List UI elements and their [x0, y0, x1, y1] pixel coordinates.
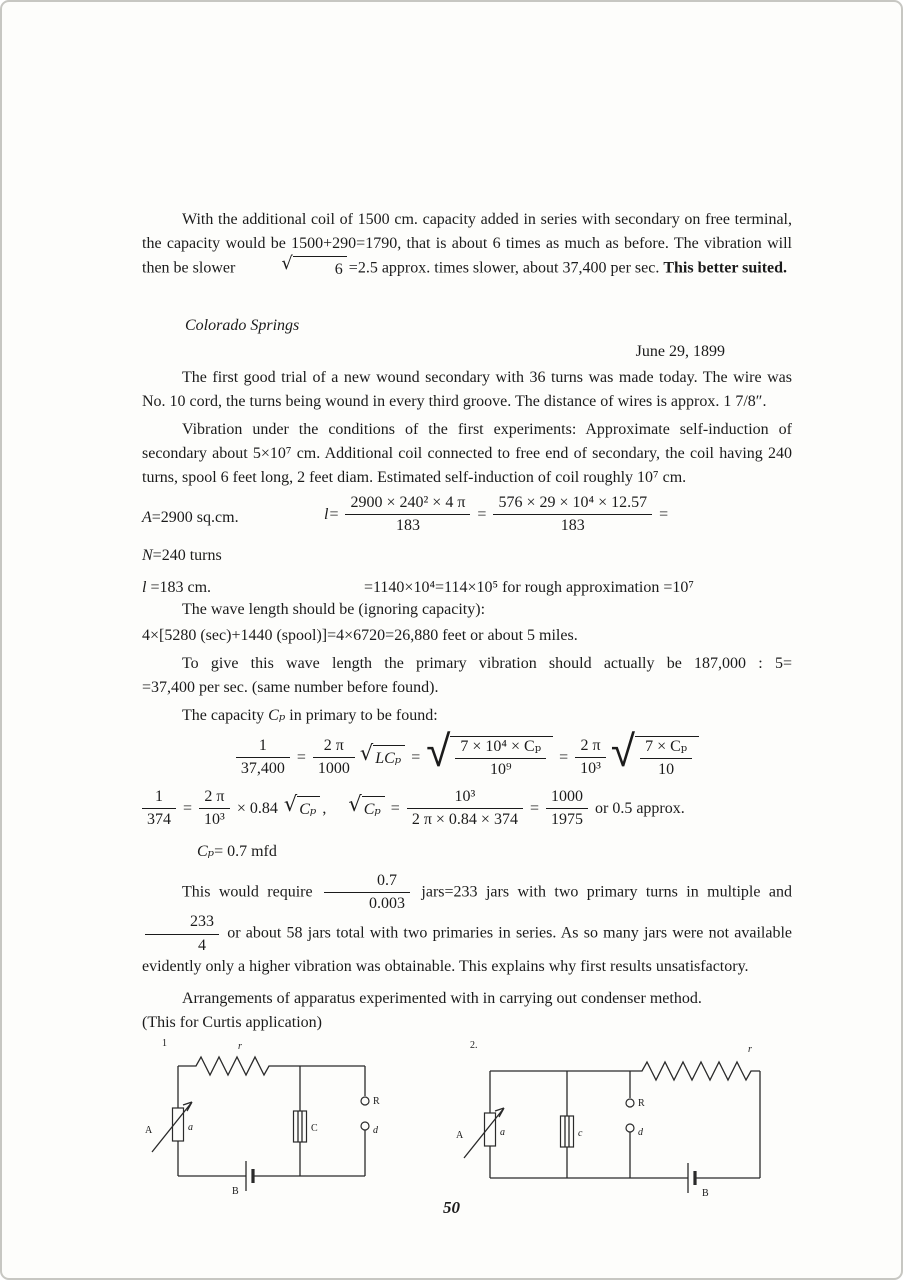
fraction	[236, 737, 290, 779]
paragraph-arrangements-2: (This for Curtis application)	[142, 1014, 322, 1032]
equals-sign: =	[390, 799, 400, 817]
radicand: Cₚ	[362, 796, 385, 822]
resistor-label: r	[748, 1044, 752, 1055]
denominator: 10⁹	[455, 758, 546, 779]
numerator: 576 × 29 × 10⁴ × 12.57	[498, 494, 648, 511]
resistor-label: r	[238, 1041, 242, 1052]
denominator: 4	[145, 934, 219, 955]
paragraph-text: With the additional coil of 1500 cm. capacity added in series with secondary on free terminal, the capacity would be 1500+290=1790, that is about 6 times as much as before. The vibration will then be slower	[142, 211, 792, 277]
denominator: 1975	[546, 808, 588, 829]
numerator: 10³	[454, 787, 476, 805]
circuit-diagram-2	[452, 1036, 797, 1201]
terminal-d	[626, 1124, 634, 1132]
variable-l: l	[142, 579, 147, 596]
variable-Cp: Cₚ	[268, 707, 286, 724]
radical-sign: √	[283, 791, 298, 816]
fraction	[199, 788, 230, 830]
variable-l: l	[324, 505, 329, 523]
denominator: 10³	[199, 808, 230, 829]
line-wave-calculation: 4×[5280 (sec)+1440 (spool)]=4×6720=26,880 feet or about 5 miles.	[142, 627, 578, 644]
fraction	[324, 872, 410, 914]
paragraph-wave-length: The wave length should be (ignoring capacity):	[182, 601, 486, 618]
capacitor-box	[561, 1116, 574, 1147]
equation-row-length	[142, 576, 211, 600]
denominator: 37,400	[236, 757, 290, 778]
denominator: 0.003	[324, 892, 410, 913]
variable-Cp: Cₚ	[197, 842, 215, 860]
equals-sign: =	[559, 748, 569, 766]
capacity-equation-2	[142, 788, 792, 830]
capacitor-label: c	[578, 1128, 583, 1139]
variable-A: A	[142, 509, 152, 526]
numerator: 2 π	[323, 737, 344, 754]
induction-equation-block	[142, 494, 792, 598]
regulator-label: a	[188, 1122, 193, 1133]
terminal-d	[361, 1122, 369, 1130]
battery-label: B	[702, 1188, 709, 1199]
fraction	[640, 738, 692, 780]
paragraph-additional-coil	[142, 208, 792, 282]
diagram-number: 2.	[470, 1040, 478, 1051]
battery-label: B	[232, 1186, 239, 1197]
radicand: Cₚ	[297, 796, 320, 822]
denominator: 10	[640, 758, 692, 779]
paragraph-capacity	[142, 704, 792, 728]
value-area: =2900 sq.cm.	[151, 509, 239, 526]
paragraph-give-wave: To give this wave length the primary vibration should actually be 187,000 : 5=	[182, 655, 792, 672]
capacitor-box	[294, 1111, 307, 1142]
radicand	[635, 736, 699, 780]
sqrt-6-expression	[241, 253, 346, 282]
radicand: LCₚ	[373, 745, 405, 771]
numerator: 2900 × 240² × 4 π	[350, 494, 466, 511]
terminal-R-label: R	[373, 1096, 380, 1107]
fraction	[313, 737, 355, 779]
paragraph-text: or about 58 jars total with two primaries in series. As so many jars were not available evidently only a higher vibration was obtainable. This explains why first results unsatisfactory.	[142, 924, 792, 976]
numerator: 1000	[550, 787, 583, 805]
page-content	[142, 2, 792, 1035]
radical-sign: √	[359, 740, 374, 765]
sqrt-Cp	[283, 791, 320, 822]
equals-sign: =	[183, 799, 193, 817]
paragraph-first-trial: The first good trial of a new wound secondary with 36 turns was made today. The wire was No. 10 cord, the turns being wound in every third groove. The distance of wires is approx. 1 7/8″.	[142, 369, 792, 410]
radical-sign: √	[610, 726, 636, 777]
page-number: 50	[443, 1198, 460, 1217]
numerator: 233	[190, 913, 214, 931]
radicand: 6	[293, 256, 347, 282]
fraction	[345, 494, 470, 536]
regulator-label: a	[500, 1127, 505, 1138]
equals-sign: =	[411, 748, 421, 766]
comma: ,	[322, 799, 327, 817]
denominator: 2 π × 0.84 × 374	[407, 808, 523, 829]
terminal-d-label: d	[373, 1125, 378, 1136]
denominator: 10³	[575, 757, 606, 778]
equation-row-turns	[142, 544, 222, 568]
radical-sign: √	[426, 726, 451, 777]
sqrt-Cp	[348, 791, 384, 822]
numerator: 2 π	[204, 787, 225, 805]
resistor-zigzag	[490, 1062, 760, 1080]
radical-sign: √	[348, 791, 362, 816]
fraction	[407, 788, 523, 830]
fraction	[142, 788, 176, 830]
value-turns: =240 turns	[152, 547, 222, 564]
paragraph-text: This would require	[182, 883, 322, 901]
multiplier-text: × 0.84	[236, 799, 278, 817]
numerator: 1	[258, 737, 267, 754]
equation-inductance-fractions	[324, 494, 672, 536]
resistor-zigzag	[178, 1057, 365, 1075]
equation-row-result: =1140×10⁴=114×10⁵ for rough approximation =10⁷	[364, 579, 694, 596]
equals-sign: =	[296, 748, 306, 766]
numerator: 7 × Cₚ	[645, 738, 688, 755]
value-length: =183 cm.	[146, 579, 212, 596]
paragraph-text: The capacity	[182, 707, 269, 724]
denominator: 183	[345, 514, 470, 535]
arrow-label: A	[145, 1125, 153, 1136]
numerator: 0.7	[377, 871, 398, 889]
bold-text: This better suited.	[663, 259, 788, 277]
terminal-R	[361, 1097, 369, 1105]
entry-heading: Colorado Springs	[185, 317, 300, 334]
capacity-result	[197, 840, 792, 864]
radicand	[450, 736, 553, 780]
fraction	[546, 788, 588, 830]
paragraph-text: =2.5 approx. times slower, about 37,400 per sec.	[348, 259, 664, 277]
result-value: = 0.7 mfd	[214, 842, 277, 860]
diagram-number: 1	[162, 1038, 167, 1049]
numerator: 2 π	[580, 737, 601, 754]
entry-date: June 29, 1899	[635, 343, 725, 360]
fraction	[455, 738, 546, 780]
denominator: 1000	[313, 757, 355, 778]
sqrt-fraction	[610, 726, 699, 780]
sqrt-fraction	[426, 726, 553, 780]
fraction	[145, 913, 219, 955]
terminal-d-label: d	[638, 1127, 643, 1138]
equation-row-area	[142, 506, 239, 530]
paragraph-text: jars=233 jars with two primary turns in multiple and	[413, 883, 792, 901]
numerator: 1	[155, 787, 163, 805]
paragraph-jars	[142, 872, 792, 980]
fraction	[493, 494, 652, 536]
equals-sign: =	[529, 799, 539, 817]
line-vibration-result: =37,400 per sec. (same number before found).	[142, 679, 439, 696]
capacity-equation-1	[142, 726, 792, 780]
fraction	[575, 737, 606, 779]
numerator: 7 × 10⁴ × Cₚ	[460, 738, 542, 755]
denominator: 183	[493, 514, 652, 535]
sqrt-LCp	[359, 740, 405, 771]
radical-sign: √	[281, 253, 293, 274]
variable-N: N	[142, 547, 153, 564]
denominator: 374	[142, 808, 176, 829]
approx-text: or 0.5 approx.	[594, 799, 685, 817]
paragraph-text: in primary to be found:	[285, 707, 438, 724]
terminal-R	[626, 1099, 634, 1107]
paragraph-vibration: Vibration under the conditions of the first experiments: Approximate self-induction of secondary about 5×10⁷ cm. Additional coil connected to free end of secondary, the coil having 240 turns, spool 6 feet long, 2 feet diam. Estimated self-induction of coil roughly 10⁷ cm.	[142, 421, 792, 486]
circuit-diagram-1	[140, 1034, 450, 1199]
equals-sign: =	[659, 505, 669, 523]
arrow-label: A	[456, 1130, 464, 1141]
equals-sign: =	[477, 505, 487, 523]
capacitor-label: C	[311, 1123, 318, 1134]
paragraph-arrangements: Arrangements of apparatus experimented with in carrying out condenser method.	[182, 990, 702, 1008]
equals-sign: =	[329, 505, 339, 523]
terminal-R-label: R	[638, 1098, 645, 1109]
